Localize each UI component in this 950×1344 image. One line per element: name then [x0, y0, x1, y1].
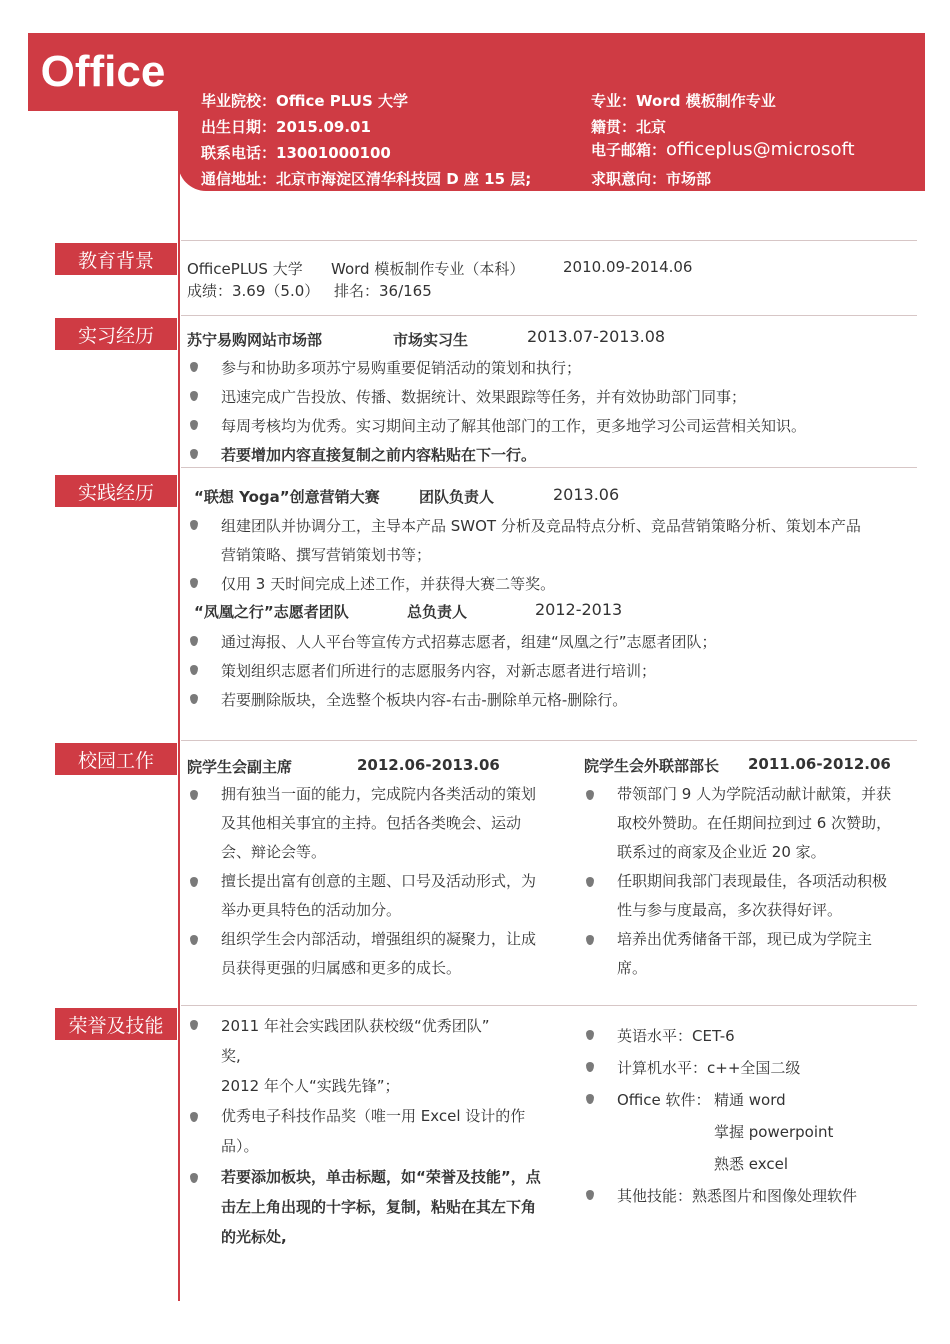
bullet-icon: [190, 391, 198, 401]
campus-left-item: 拥有独当一面的能力，完成院内各类活动的策划及其他相关事宜的主持。包括各类晚会、运动会、辩论会等。: [221, 785, 537, 861]
practice2-role: 总负责人: [407, 603, 468, 621]
honor-item2: 优秀电子科技作品奖（唯一用 Excel 设计的作品）。: [221, 1107, 526, 1155]
resume-name: Office: [28, 33, 178, 111]
campus-left-title: 院学生会副主席: [187, 758, 293, 776]
divider: [181, 315, 917, 316]
bullet-icon: [586, 1094, 594, 1104]
honor-item1-line3: 2012 年个人“实践先锋”；: [221, 1077, 400, 1095]
skill-english: 英语水平：CET-6: [617, 1027, 735, 1045]
section-title-campus: 校园工作: [55, 743, 177, 775]
bullet-icon: [190, 1112, 198, 1122]
bullet-icon: [190, 694, 198, 704]
phone-info: 联系电话：13001000100: [201, 144, 391, 162]
intent-info: 求职意向：市场部: [591, 170, 712, 188]
major-info: 专业：Word 模板制作专业: [591, 92, 776, 110]
campus-left-item: 组织学生会内部活动，增强组织的凝聚力，让成员获得更强的归属感和更多的成长。: [221, 930, 537, 977]
campus-right-item: 带领部门 9 人为学院活动献计献策，并获取校外赞助。在任期间拉到过 6 次赞助，联系过的商家及企业近 20 家。: [617, 785, 892, 861]
section-title-internship: 实习经历: [55, 318, 177, 350]
intern-period: 2013.07-2013.08: [527, 327, 666, 346]
campus-right-title: 院学生会外联部部长: [584, 757, 720, 775]
intern-item: 迅速完成广告投放、传播、数据统计、效果跟踪等任务，并有效协助部门同事；: [221, 388, 747, 406]
divider: [181, 240, 917, 241]
bullet-icon: [190, 665, 198, 675]
bullet-icon: [586, 790, 594, 800]
edu-rank: 排名：36/165: [334, 282, 432, 300]
edu-score: 成绩：3.69（5.0）: [187, 282, 320, 300]
honor-item3: 若要添加板块，单击标题，如“荣誉及技能”，点击左上角出现的十字标，复制，粘贴在其左下角的光标处,: [221, 1168, 541, 1246]
intern-company: 苏宁易购网站市场部: [187, 331, 323, 349]
bullet-icon: [586, 1062, 594, 1072]
section-title-honors: 荣誉及技能: [55, 1008, 177, 1040]
timeline-line: [178, 33, 180, 1301]
practice1-name: “联想 Yoga”创意营销大赛: [194, 488, 380, 506]
section-title-practice: 实践经历: [55, 475, 177, 507]
email-info: 电子邮箱：officeplus@microsoft: [591, 139, 855, 160]
bullet-icon: [190, 578, 198, 588]
intern-item: 每周考核均为优秀。实习期间主动了解其他部门的工作，更多地学习公司运营相关知识。: [221, 417, 807, 435]
divider: [181, 467, 917, 468]
bullet-icon: [190, 449, 198, 459]
practice1-item1-line2: 营销策略、撰写营销策划书等；: [221, 546, 432, 564]
skill-office-2: 掌握 powerpoint: [714, 1123, 834, 1141]
practice2-name: “凤凰之行”志愿者团队: [194, 603, 349, 621]
bullet-icon: [190, 1173, 198, 1183]
campus-right-period: 2011.06-2012.06: [748, 755, 891, 773]
practice1-role: 团队负责人: [419, 488, 495, 506]
skill-computer: 计算机水平：c++全国二级: [617, 1059, 801, 1077]
intern-item: 参与和协助多项苏宁易购重要促销活动的策划和执行；: [221, 359, 582, 377]
practice2-period: 2012-2013: [535, 600, 623, 619]
section-title-education: 教育背景: [55, 243, 177, 275]
intern-item: 若要增加内容直接复制之前内容粘贴在下一行。: [221, 446, 537, 464]
honor-item1-line2: 奖,: [221, 1047, 241, 1065]
campus-left-item: 擅长提出富有创意的主题、口号及活动形式，为举办更具特色的活动加分。: [221, 872, 537, 919]
skill-other: 其他技能：熟悉图片和图像处理软件: [617, 1187, 858, 1205]
practice2-item: 策划组织志愿者们所进行的志愿服务内容，对新志愿者进行培训；: [221, 662, 657, 680]
bullet-icon: [190, 935, 198, 945]
skill-office-3: 熟悉 excel: [714, 1155, 788, 1173]
practice1-period: 2013.06: [553, 485, 620, 504]
address-info: 通信地址：北京市海淀区清华科技园 D 座 15 层;: [201, 170, 532, 188]
bullet-icon: [190, 362, 198, 372]
bullet-icon: [190, 520, 198, 530]
intern-role: 市场实习生: [393, 331, 469, 349]
edu-school: OfficePLUS 大学: [187, 260, 303, 278]
campus-left-period: 2012.06-2013.06: [357, 756, 500, 774]
edu-period: 2010.09-2014.06: [563, 258, 693, 276]
divider: [181, 1005, 917, 1006]
honor-item1-line1: 2011 年社会实践团队获校级“优秀团队”: [221, 1017, 490, 1035]
campus-right-item: 任职期间我部门表现最佳，各项活动积极性与参与度最高，多次获得好评。: [617, 872, 888, 919]
practice1-item1-line1: 组建团队并协调分工，主导本产品 SWOT 分析及竞品特点分析、竞品营销策略分析、策划本产品: [221, 517, 861, 535]
skill-office-1: 精通 word: [714, 1091, 786, 1109]
bullet-icon: [190, 877, 198, 887]
skill-office-label: Office 软件：: [617, 1091, 711, 1109]
bullet-icon: [190, 790, 198, 800]
bullet-icon: [586, 1190, 594, 1200]
practice2-item: 若要删除版块，全选整个板块内容-右击-删除单元格-删除行。: [221, 691, 628, 709]
bullet-icon: [586, 935, 594, 945]
practice1-item2: 仅用 3 天时间完成上述工作，并获得大赛二等奖。: [221, 575, 556, 593]
edu-major: Word 模板制作专业（本科）: [331, 260, 525, 278]
bullet-icon: [190, 636, 198, 646]
campus-right-item: 培养出优秀储备干部，现已成为学院主席。: [617, 930, 873, 977]
bullet-icon: [586, 877, 594, 887]
birth-info: 出生日期：2015.09.01: [201, 118, 371, 136]
bullet-icon: [190, 420, 198, 430]
school-info: 毕业院校：Office PLUS 大学: [201, 92, 409, 110]
bullet-icon: [190, 1020, 198, 1030]
origin-info: 籍贯：北京: [591, 118, 667, 136]
practice2-item: 通过海报、人人平台等宣传方式招募志愿者，组建“凤凰之行”志愿者团队；: [221, 633, 717, 651]
divider: [181, 740, 917, 741]
bullet-icon: [586, 1030, 594, 1040]
